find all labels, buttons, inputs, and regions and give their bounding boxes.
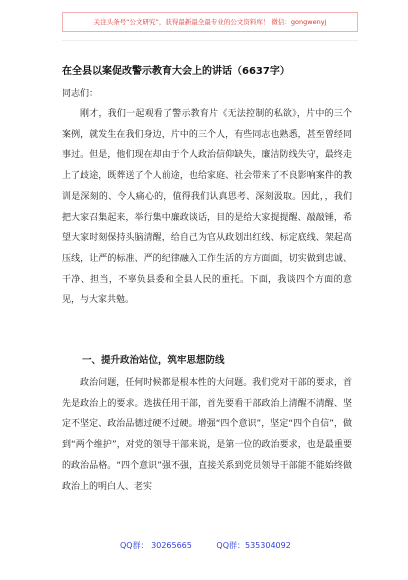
header-divider: [62, 40, 358, 41]
document-title: 在全县以案促改警示教育大会上的讲话（6637字）: [62, 66, 290, 77]
greeting: 同志们：: [62, 89, 99, 99]
paragraph-section-1: 政治问题，任何时候都是根本性的大问题。我们党对干部的要求，首先是政治上的要求。选拔任用干部，首先要看干部政治上清醒不清醒、坚定不坚定、政治品德过硬不过硬。增强“四个意识”，坚定“四个自信”，做到“两个维护”，对党的领导干部来说，是第一位的政治要求，也是最重要的政治品格。“四个意识”强不强，直接关系到党员领导干部能不能始终做政治上的明白人、老实: [62, 378, 352, 492]
paragraph-intro: 刚才，我们一起观看了警示教育片《无法控制的私欲》，片中的三个案例，就发生在我们身边，片中的三个人，有些同志也熟悉，甚至曾经同事过。但是，他们现在却由于个人政治信仰缺失，廉洁防线失守，最终走上了歧途，既葬送了个人前途，也给家庭、社会带来了不良影响案件的教训是深刻的、令人痛心的，值得我们认真思考、深刻汲取。因此，，我们把大家召集起来，举行集中廉政谈话，目的是给大家提提醒、敲敲锤，希望大家时刻保持头脑清醒，给自己为官从政划出红线、标定底线、架起高压线，让严的标准、严的纪律融入工作生活的方方面面，切实做到忠诚、干净、担当，不辜负县委和全县人民的重托。下面，我谈四个方面的意见，与大家共勉。: [62, 109, 352, 306]
section-heading: 一、提升政治站位，筑牢思想防线: [82, 355, 225, 366]
footer-qq-group-1: QQ群： 30265665: [120, 541, 192, 550]
footer: [120, 540, 313, 551]
footer-qq-group-2: QQ群：535304092: [216, 541, 291, 550]
header-banner: 关注头条号“公文研究”，获得最新最全最专业的公文资料库！ 微信：gongwenyj: [62, 12, 358, 32]
